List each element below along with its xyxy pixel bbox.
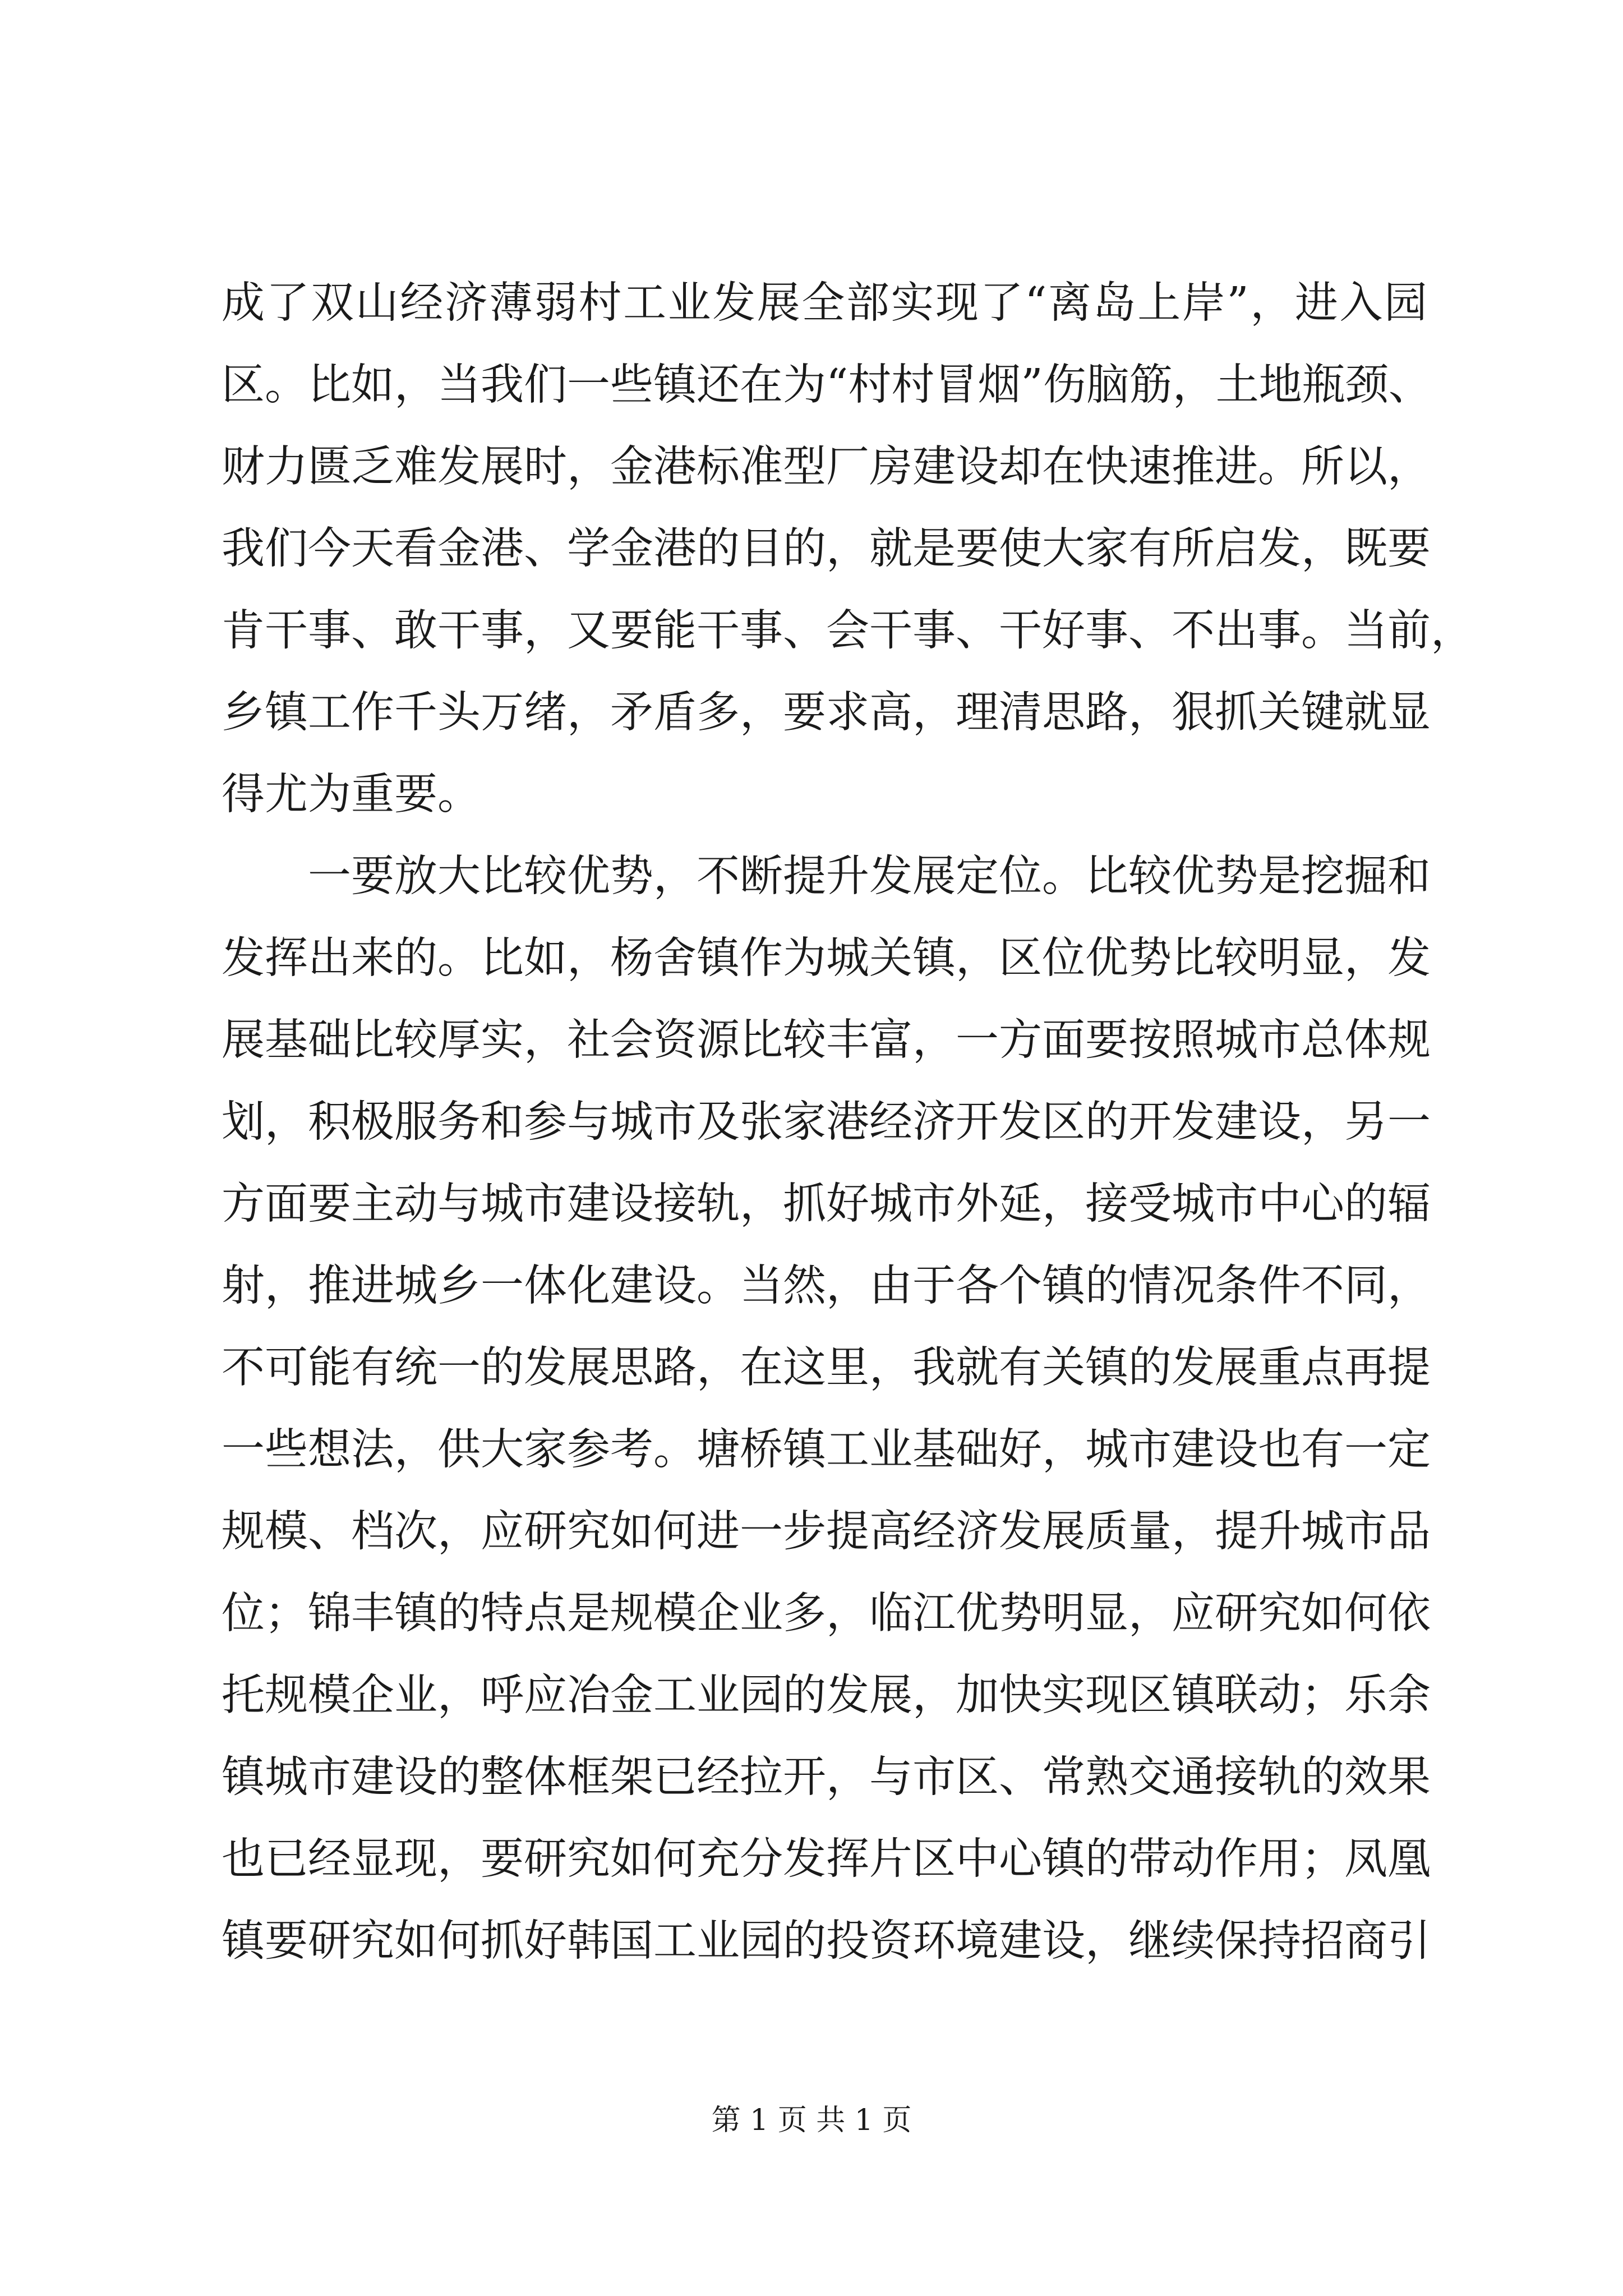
text-line: 位；锦丰镇的特点是规模企业多，临江优势明显，应研究如何依: [222, 1589, 1431, 1639]
text-line: 镇城市建设的整体框架已经拉开，与市区、常熟交通接轨的效果: [222, 1752, 1431, 1802]
text-line: 规模、档次，应研究如何进一步提高经济发展质量，提升城市品: [222, 1507, 1431, 1557]
text-line: 也已经显现，要研究如何充分发挥片区中心镇的带动作用；凤凰: [222, 1834, 1431, 1884]
document-body: [222, 263, 1474, 2064]
text-line: 财力匮乏难发展时，金港标准型厂房建设却在快速推进。所以，: [222, 442, 1431, 492]
text-line: 一些想法，供大家参考。塘桥镇工业基础好，城市建设也有一定: [222, 1425, 1431, 1475]
text-line: 射，推进城乡一体化建设。当然，由于各个镇的情况条件不同，: [222, 1261, 1431, 1311]
text-line: 划，积极服务和参与城市及张家港经济开发区的开发建设，另一: [222, 1097, 1431, 1147]
text-line: 我们今天看金港、学金港的目的，就是要使大家有所启发，既要: [222, 524, 1431, 574]
text-line: 不可能有统一的发展思路，在这里，我就有关镇的发展重点再提: [222, 1343, 1431, 1393]
text-line: 方面要主动与城市建设接轨，抓好城市外延，接受城市中心的辐: [222, 1179, 1431, 1229]
text-line: 托规模企业，呼应冶金工业园的发展，加快实现区镇联动；乐余: [222, 1671, 1431, 1720]
text-line: 展基础比较厚实，社会资源比较丰富，一方面要按照城市总体规: [222, 1015, 1431, 1065]
text-line: 发挥出来的。比如，杨舍镇作为城关镇，区位优势比较明显，发: [222, 933, 1431, 983]
text-line: 得尤为重要。: [222, 770, 481, 820]
text-line: 一要放大比较优势，不断提升发展定位。比较优势是挖掘和: [308, 852, 1431, 901]
text-line: 区。比如，当我们一些镇还在为“村村冒烟”伤脑筋，土地瓶颈、: [222, 360, 1432, 410]
text-line: 乡镇工作千头万绪，矛盾多，要求高，理清思路，狠抓关键就显: [222, 688, 1431, 738]
page-footer: [0, 2101, 1623, 2140]
page-number: 第 1 页 共 1 页: [711, 2104, 912, 2137]
text-line: 镇要研究如何抓好韩国工业园的投资环境建设，继续保持招商引: [222, 1916, 1431, 1966]
text-line: 肯干事、敢干事，又要能干事、会干事、干好事、不出事。当前，: [222, 606, 1474, 656]
text-line: [222, 1982, 1427, 2064]
text-line: 成了双山经济薄弱村工业发展全部实现了“离岛上岸”，进入园: [222, 278, 1427, 328]
